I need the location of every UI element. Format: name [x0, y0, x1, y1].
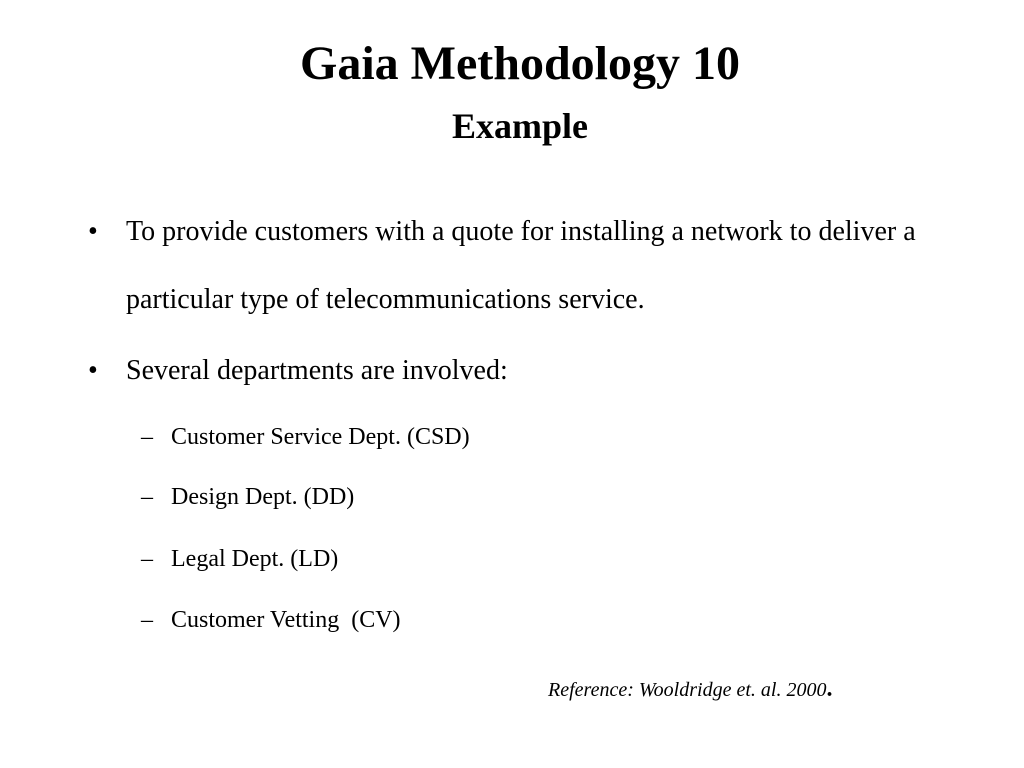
reference-period: .: [826, 676, 833, 702]
bullet-text: To provide customers with a quote for installing a network to deliver a particular type of telecommunications service.: [126, 216, 916, 315]
dash-marker: –: [141, 546, 153, 572]
sub-item-text: Design Dept. (DD): [171, 484, 355, 510]
dash-marker: –: [141, 607, 153, 633]
sub-item-text: Customer Service Dept. (CSD): [171, 424, 470, 450]
bullet-item-departments: [88, 337, 986, 405]
sub-item-csd: [141, 421, 470, 453]
reference-text: Reference: Wooldridge et. al. 2000: [548, 679, 827, 701]
sub-item-cv: [141, 604, 401, 636]
reference-note: [548, 676, 832, 703]
dash-marker: –: [141, 484, 153, 510]
bullet-marker: •: [88, 355, 98, 386]
sub-item-dd: [141, 481, 355, 513]
bullet-text: Several departments are involved:: [126, 355, 508, 386]
sub-item-text: Customer Vetting (CV): [171, 607, 401, 633]
bullet-item-quote: [88, 198, 986, 334]
bullet-marker: •: [88, 216, 98, 247]
sub-item-text: Legal Dept. (LD): [171, 546, 339, 572]
dash-marker: –: [141, 424, 153, 450]
slide-subtitle: Example: [451, 106, 588, 146]
sub-item-ld: [141, 543, 339, 575]
slide-title: Gaia Methodology 10: [300, 37, 740, 90]
